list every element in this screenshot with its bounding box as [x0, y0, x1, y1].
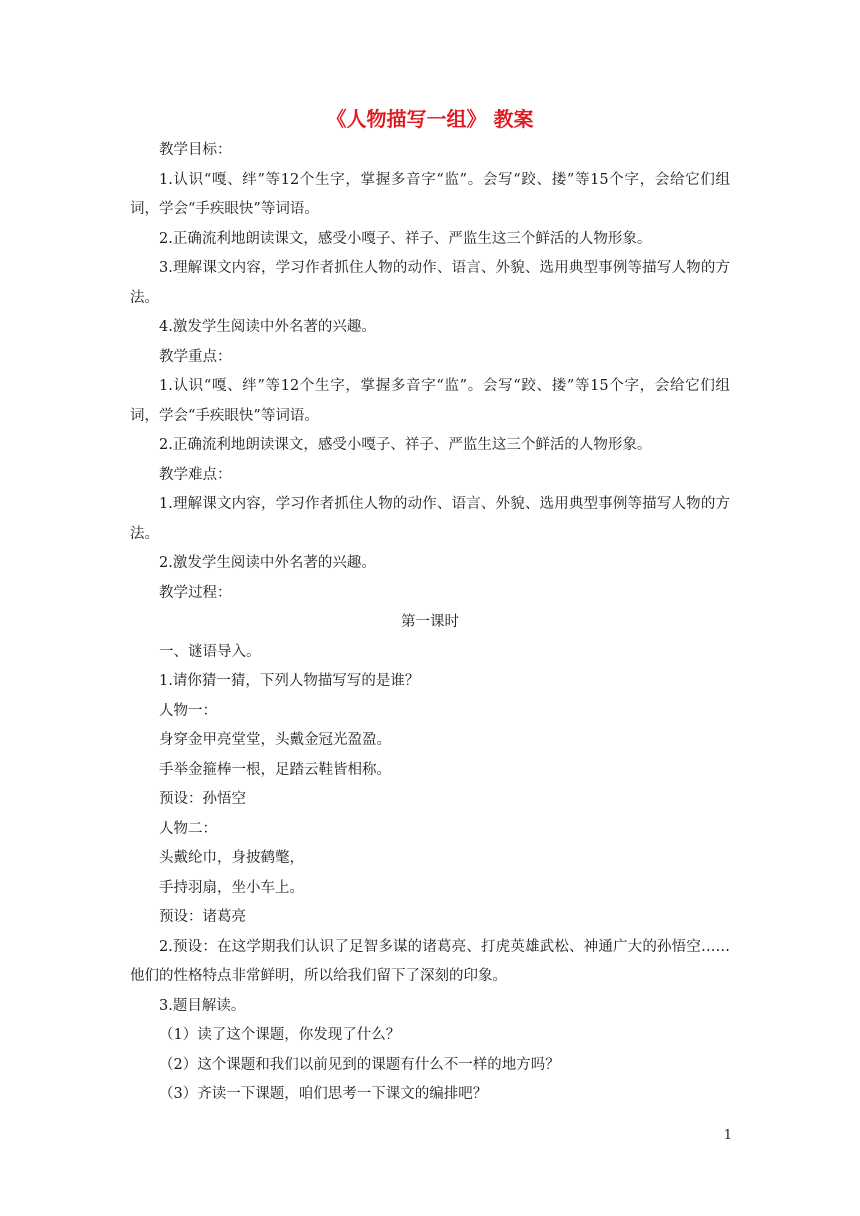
- paragraph: 一、谜语导入。: [159, 643, 261, 660]
- paragraph: 人物一：: [159, 702, 217, 719]
- paragraph: （1）读了这个课题，你发现了什么？: [159, 1027, 401, 1043]
- paragraph: 2.正确流利地朗读课文，感受小嘎子、祥子、严监生这三个鲜活的人物形象。: [159, 437, 652, 453]
- paragraph: 1.请你猜一猜，下列人物描写写的是谁？: [159, 673, 420, 689]
- paragraph: 3.题目解读。: [159, 997, 246, 1014]
- paragraph: （2）这个课题和我们以前见到的课题有什么不一样的地方吗？: [159, 1056, 560, 1073]
- paragraph: 2.激发学生阅读中外名著的兴趣。: [159, 555, 376, 571]
- paragraph: 3.理解课文内容，学习作者抓住人物的动作、语言、外貌、选用典型事例等描写人物的方法。: [130, 260, 730, 306]
- paragraph: 1.理解课文内容，学习作者抓住人物的动作、语言、外貌、选用典型事例等描写人物的方法。: [130, 496, 730, 542]
- document-body: [130, 136, 730, 1110]
- document-title: 《人物描写一组》 教案: [326, 107, 534, 131]
- paragraph: 4.激发学生阅读中外名著的兴趣。: [159, 319, 376, 335]
- paragraph: 身穿金甲亮堂堂，头戴金冠光盈盈。: [159, 732, 391, 748]
- paragraph: 2.预设：在这学期我们认识了足智多谋的诸葛亮、打虎英雄武松、神通广大的孙悟空……他们的性格特点非常鲜明，所以给我们留下了深刻的印象。: [130, 938, 730, 984]
- paragraph: 教学难点：: [159, 466, 232, 483]
- paragraph: 2.正确流利地朗读课文，感受小嘎子、祥子、严监生这三个鲜活的人物形象。: [159, 230, 652, 247]
- paragraph: 1.认识“嘎、绊”等12个生字，掌握多音字“监”。会写“跤、搂”等15个字，会给它们组词，学会“手疾眼快”等词语。: [130, 171, 730, 217]
- paragraph: 人物二：: [159, 820, 217, 837]
- paragraph: 教学目标：: [159, 142, 232, 158]
- page-number: 1: [723, 1128, 732, 1143]
- paragraph: 手举金箍棒一根，足踏云鞋皆相称。: [159, 761, 391, 778]
- paragraph: 教学过程：: [159, 584, 232, 601]
- paragraph: 1.认识“嘎、绊”等12个生字，掌握多音字“监”。会写“跤、搂”等15个字，会给它们组词，学会“手疾眼快”等词语。: [130, 378, 730, 424]
- paragraph: 预设：诸葛亮: [159, 909, 246, 925]
- paragraph: 手持羽扇，坐小车上。: [159, 879, 304, 896]
- paragraph: 头戴纶巾，身披鹤氅，: [159, 850, 304, 866]
- paragraph: 教学重点：: [159, 348, 232, 365]
- paragraph: 预设：孙悟空: [159, 791, 246, 807]
- paragraph: 第一课时: [401, 614, 459, 630]
- paragraph: （3）齐读一下课题，咱们思考一下课文的编排吧？: [159, 1086, 488, 1102]
